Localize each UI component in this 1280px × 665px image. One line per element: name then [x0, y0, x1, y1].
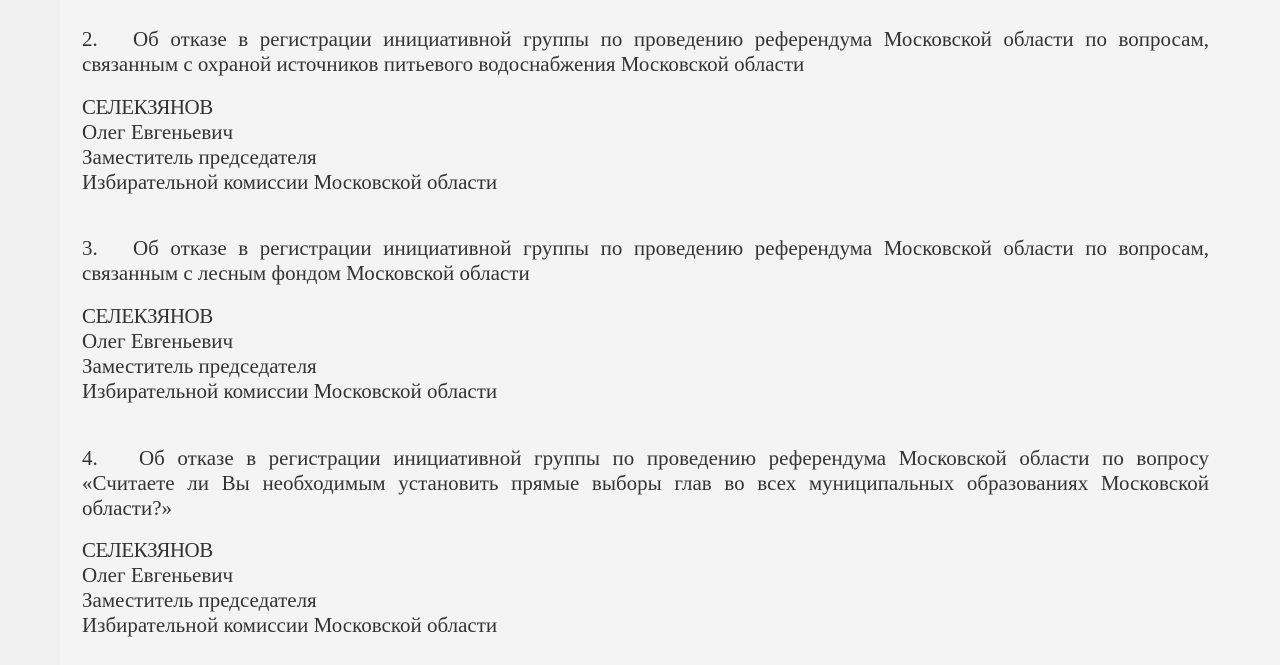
speaker-block — [82, 304, 1209, 404]
speaker-name: Олег Евгеньевич — [82, 329, 234, 353]
speaker-name: Олег Евгеньевич — [82, 120, 234, 144]
agenda-item-text — [82, 446, 1209, 521]
agenda-item-2 — [82, 27, 1209, 195]
speaker-block — [82, 95, 1209, 195]
agenda-item-4 — [82, 446, 1209, 638]
speaker-position: Заместитель председателя — [82, 588, 317, 612]
agenda-item-title: Об отказе в регистрации инициативной группы по проведению референдума Московской области по вопросу «Считаете ли Вы необходимым установить прямые выборы глав во всех муниципальных образованиях Московской области?» — [82, 446, 1209, 520]
agenda-item-number: 2. — [82, 27, 98, 51]
agenda-item-text — [82, 236, 1209, 286]
speaker-surname: СЕЛЕКЗЯНОВ — [82, 95, 213, 119]
agenda-item-number: 3. — [82, 236, 98, 260]
left-margin-strip — [0, 0, 60, 665]
speaker-surname: СЕЛЕКЗЯНОВ — [82, 304, 213, 328]
agenda-item-text — [82, 27, 1209, 77]
speaker-position: Заместитель председателя — [82, 145, 317, 169]
speaker-position: Заместитель председателя — [82, 354, 317, 378]
agenda-item-3 — [82, 236, 1209, 404]
speaker-organization: Избирательной комиссии Московской области — [82, 170, 498, 194]
speaker-surname: СЕЛЕКЗЯНОВ — [82, 538, 213, 562]
speaker-organization: Избирательной комиссии Московской области — [82, 613, 498, 637]
speaker-block — [82, 538, 1209, 638]
agenda-item-title: Об отказе в регистрации инициативной группы по проведению референдума Московской области по вопросам, связанным с охраной источников питьевого водоснабжения Московской области — [82, 27, 1209, 76]
agenda-item-number: 4. — [82, 446, 98, 470]
speaker-name: Олег Евгеньевич — [82, 563, 234, 587]
agenda-item-title: Об отказе в регистрации инициативной группы по проведению референдума Московской области по вопросам, связанным с лесным фондом Московской области — [82, 236, 1209, 285]
speaker-organization: Избирательной комиссии Московской области — [82, 379, 498, 403]
